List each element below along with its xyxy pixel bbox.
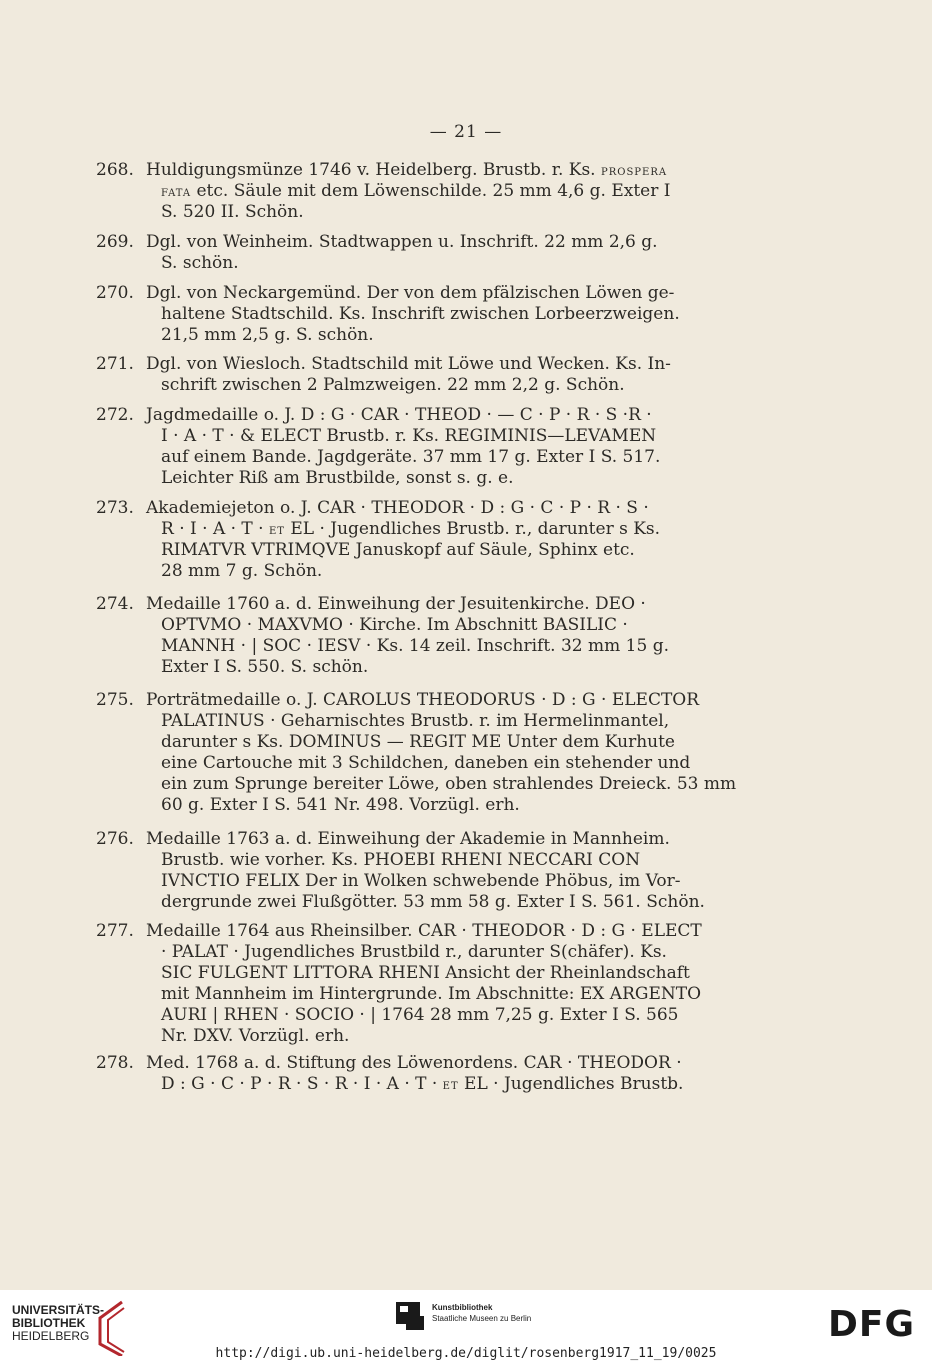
kb-line-1: Kunstbibliothek: [432, 1303, 493, 1312]
entry-line: [161, 774, 736, 795]
entry-line: [146, 160, 667, 182]
entry-line: [146, 354, 671, 375]
entry-text: · PALAT · Jugendliches Brustbild r., darunter S(chäfer). Ks.: [161, 942, 667, 962]
entry-line: [161, 540, 635, 561]
entry-text: etc. Säule mit dem Löwenschilde. 25 mm 4,6 g. Exter I: [191, 181, 671, 201]
entry-line: [161, 426, 656, 447]
entry-text: Huldigungsmünze 1746 v. Heidelberg. Brustb. r. Ks.: [146, 160, 601, 180]
entry-line: [161, 304, 680, 325]
entry-text: SIC FULGENT LITTORA RHENI Ansicht der Rheinlandschaft: [161, 963, 690, 983]
entry-text: OPTVMO · MAXVMO · Kirche. Im Abschnitt BASILIC ·: [161, 615, 628, 635]
entry-line: [161, 892, 705, 913]
entry-line: [161, 795, 520, 816]
entry-smallcaps-text: et: [442, 1077, 459, 1093]
entry-text: 28 mm 7 g. Schön.: [161, 561, 323, 581]
entry-text: Jagdmedaille o. J. D : G · CAR · THEOD · — C · P · R · S ·R ·: [146, 405, 652, 425]
entry-line: [161, 711, 669, 732]
entry-line: [161, 984, 701, 1005]
entry-line: [161, 850, 640, 871]
entry-text: Med. 1768 a. d. Stiftung des Löwenordens. CAR · THEODOR ·: [146, 1053, 682, 1073]
entry-text: AURI | RHEN · SOCIO · | 1764 28 mm 7,25 g. Exter I S. 565: [161, 1005, 679, 1025]
entry-text: EL · Jugendliches Brustb.: [458, 1074, 684, 1094]
entry-line: [161, 468, 514, 489]
entry-text: Medaille 1760 a. d. Einweihung der Jesuitenkirche. DEO ·: [146, 594, 646, 614]
entry-text: D : G · C · P · R · S · R · I · A · T ·: [161, 1074, 443, 1094]
entry-text: S. 520 II. Schön.: [161, 202, 304, 222]
entry-smallcaps-text: prospera: [601, 163, 668, 179]
entry-line: [146, 829, 670, 850]
entry-text: schrift zwischen 2 Palmzweigen. 22 mm 2,2 g. Schön.: [161, 375, 625, 395]
entry-line: [161, 253, 239, 274]
entry-line: [161, 871, 681, 892]
page-url[interactable]: http://digi.ub.uni-heidelberg.de/diglit/rosenberg1917_11_19/0025: [215, 1346, 717, 1361]
page-number: — 21 —: [429, 122, 503, 142]
entry-line: [161, 636, 669, 657]
entry-line: [161, 1026, 349, 1047]
entry-line: [146, 690, 699, 711]
entry-text: ein zum Sprunge bereiter Löwe, oben strahlendes Dreieck. 53 mm: [161, 774, 737, 794]
entry-text: Nr. DXV. Vorzügl. erh.: [161, 1026, 350, 1046]
entry-line: [146, 594, 646, 615]
entry-line: [161, 447, 660, 468]
entry-line: [161, 325, 374, 346]
entry-text: RIMATVR VTRIMQVE Januskopf auf Säule, Sphinx etc.: [161, 540, 635, 560]
entry-text: IVNCTIO FELIX Der in Wolken schwebende Phöbus, im Vor-: [161, 871, 681, 891]
entry-line: [161, 519, 660, 541]
entry-text: PALATINUS · Geharnischtes Brustb. r. im Hermelinmantel,: [161, 711, 670, 731]
entry-text: 60 g. Exter I S. 541 Nr. 498. Vorzügl. erh.: [161, 795, 520, 815]
entry-text: Medaille 1763 a. d. Einweihung der Akademie in Mannheim.: [146, 829, 670, 849]
entry-line: [161, 615, 628, 636]
entry-line: [146, 405, 652, 426]
entry-text: Brustb. wie vorher. Ks. PHOEBI RHENI NECCARI CON: [161, 850, 641, 870]
entry-text: dergrunde zwei Flußgötter. 53 mm 58 g. Exter I S. 561. Schön.: [161, 892, 705, 912]
entry-line: [161, 753, 690, 774]
entry-text: Dgl. von Neckargemünd. Der von dem pfälzischen Löwen ge-: [146, 283, 675, 303]
library-line-2: BIBLIOTHEK: [12, 1316, 86, 1330]
entry-text: Leichter Riß am Brustbilde, sonst s. g. e.: [161, 468, 514, 488]
ub-heidelberg-logo-text[interactable]: [12, 1304, 104, 1343]
entry-number: 270.: [96, 283, 134, 303]
footer-bar: [0, 1290, 932, 1364]
entry-number: 273.: [96, 498, 134, 518]
dfg-logo[interactable]: DFG: [828, 1304, 916, 1345]
entry-line: [161, 657, 368, 678]
entry-line: [146, 498, 649, 519]
entry-line: [161, 181, 670, 203]
entry-line: [146, 921, 702, 942]
entry-text: auf einem Bande. Jagdgeräte. 37 mm 17 g. Exter I S. 517.: [161, 447, 661, 467]
library-line-3: HEIDELBERG: [12, 1329, 90, 1343]
entry-number: 269.: [96, 232, 134, 252]
entry-text: Medaille 1764 aus Rheinsilber. CAR · THEODOR · D : G · ELECT: [146, 921, 702, 941]
entry-line: [161, 375, 625, 396]
entry-text: 21,5 mm 2,5 g. S. schön.: [161, 325, 374, 345]
entry-text: S. schön.: [161, 253, 239, 273]
entry-smallcaps-text: fata: [161, 184, 192, 200]
entry-text: R · I · A · T ·: [161, 519, 269, 539]
entry-line: [161, 1074, 683, 1096]
entry-line: [161, 942, 667, 963]
entry-text: Exter I S. 550. S. schön.: [161, 657, 369, 677]
entry-smallcaps-text: et: [268, 522, 285, 538]
entry-text: Porträtmedaille o. J. CAROLUS THEODORUS · D : G · ELECTOR: [146, 690, 700, 710]
entry-text: mit Mannheim im Hintergrunde. Im Abschnitte: EX ARGENTO: [161, 984, 702, 1004]
entry-line: [161, 732, 675, 753]
entry-number: 272.: [96, 405, 134, 425]
kunstbibliothek-icon: [396, 1302, 426, 1332]
entry-text: Akademiejeton o. J. CAR · THEODOR · D : G · C · P · R · S ·: [146, 498, 649, 518]
library-line-1: UNIVERSITÄTS-: [12, 1303, 105, 1317]
entry-line: [161, 963, 690, 984]
entry-line: [146, 1053, 682, 1074]
entry-line: [146, 232, 658, 253]
entry-text: EL · Jugendliches Brustb. r., darunter s Ks.: [284, 519, 661, 539]
entry-number: 274.: [96, 594, 134, 614]
entry-text: haltene Stadtschild. Ks. Inschrift zwischen Lorbeerzweigen.: [161, 304, 680, 324]
entry-line: [146, 283, 674, 304]
entry-text: Dgl. von Wiesloch. Stadtschild mit Löwe und Wecken. Ks. In-: [146, 354, 671, 374]
entry-line: [161, 1005, 679, 1026]
entry-text: eine Cartouche mit 3 Schildchen, daneben ein stehender und: [161, 753, 691, 773]
kb-line-2: Staatliche Museen zu Berlin: [432, 1314, 532, 1323]
entry-line: [161, 561, 322, 582]
entry-number: 276.: [96, 829, 134, 849]
entry-number: 278.: [96, 1053, 134, 1073]
entry-text: darunter s Ks. DOMINUS — REGIT ME Unter dem Kurhute: [161, 732, 675, 752]
entry-text: I · A · T · & ELECT Brustb. r. Ks. REGIMINIS—LEVAMEN: [161, 426, 657, 446]
entry-number: 271.: [96, 354, 134, 374]
entry-number: 277.: [96, 921, 134, 941]
entry-number: 268.: [96, 160, 134, 180]
entry-text: Dgl. von Weinheim. Stadtwappen u. Inschrift. 22 mm 2,6 g.: [146, 232, 658, 252]
entry-line: [161, 202, 304, 223]
entry-text: MANNH · | SOC · IESV · Ks. 14 zeil. Inschrift. 32 mm 15 g.: [161, 636, 669, 656]
entry-number: 275.: [96, 690, 134, 710]
